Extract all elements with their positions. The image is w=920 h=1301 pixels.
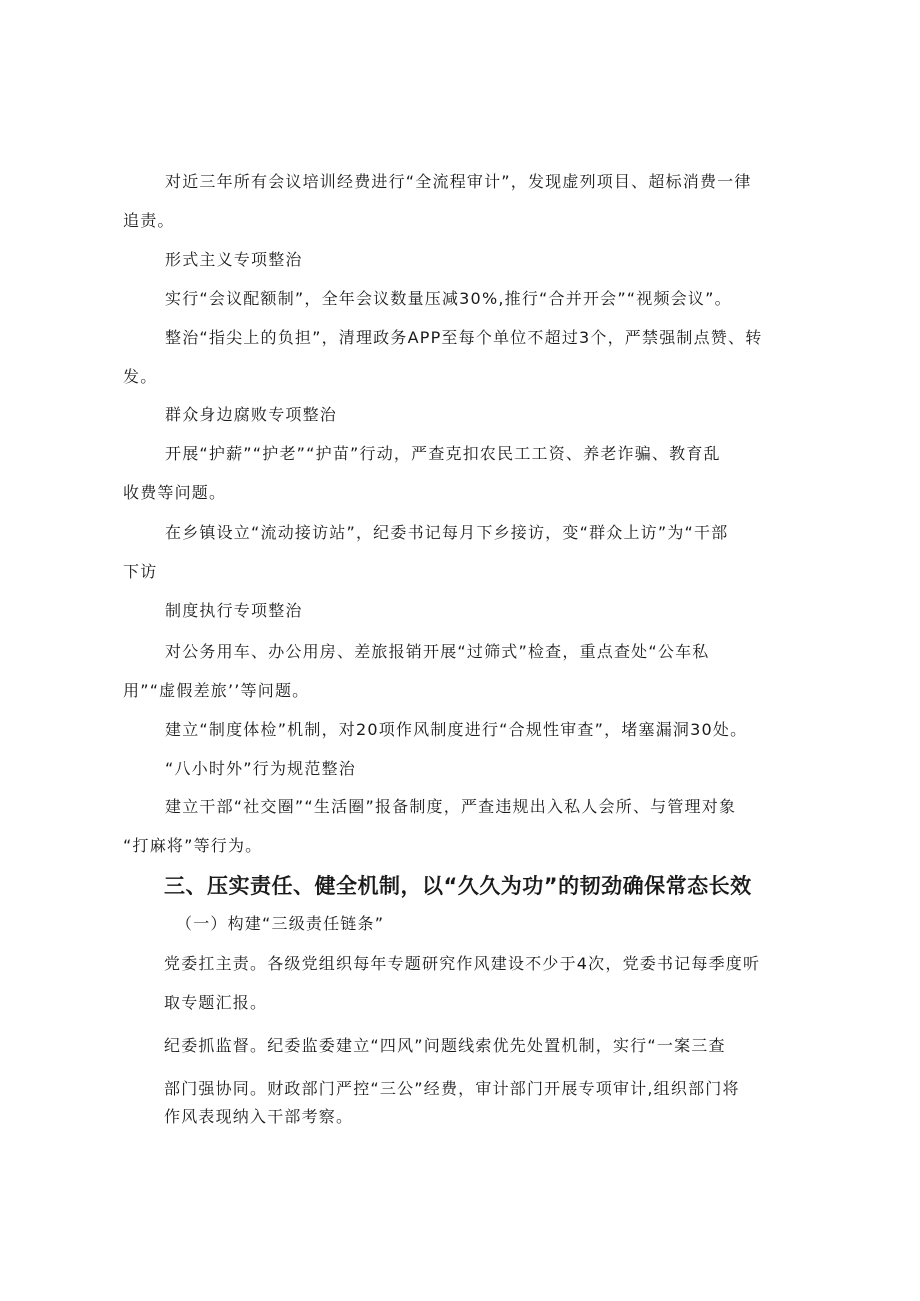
paragraph-line: 作风表现纳入干部考察。 [164, 1107, 354, 1126]
subsection-heading: （一）构建“三级责任链条” [176, 914, 385, 933]
item-title: 制度执行专项整治 [165, 601, 303, 620]
paragraph-line: 纪委抓监督。纪委监委建立“四风”问题线索优先处置机制，实行“一案三查 [164, 1036, 726, 1055]
paragraph-line: 发。 [123, 367, 158, 386]
paragraph-line: 党委扛主责。各级党组织每年专题研究作风建设不少于4次，党委书记每季度听 [164, 954, 761, 973]
paragraph-line: 建立“制度体检”机制，对20项作风制度进行“合规性审查”，堵塞漏洞30处。 [165, 720, 748, 739]
paragraph-line: 开展“护薪”“护老”“护苗”行动，严查克扣农民工工资、养老诈骗、教育乱 [165, 444, 721, 463]
item-title: 形式主义专项整治 [165, 250, 303, 269]
paragraph-line: 整治“指尖上的负担”，清理政务APP至每个单位不超过3个，严禁强制点赞、转 [165, 328, 763, 347]
paragraph-line: 对公务用车、办公用房、差旅报销开展“过筛式”检查，重点查处“公车私 [165, 642, 710, 661]
paragraph-line: 在乡镇设立“流动接访站”，纪委书记每月下乡接访，变“群众上访”为“干部 [165, 523, 729, 542]
paragraph-line: 对近三年所有会议培训经费进行“全流程审计”，发现虚列项目、超标消费一律 [165, 172, 752, 191]
section-heading: 三、压实责任、健全机制，以“久久为功”的韧劲确保常态长效 [164, 874, 752, 898]
paragraph-line: 部门强协同。财政部门严控“三公”经费，审计部门开展专项审计,组织部门将 [164, 1079, 740, 1098]
paragraph-line: 下访 [123, 562, 158, 581]
paragraph-line: 实行“会议配额制”，全年会议数量压减30%,推行“合并开会”“视频会议”。 [165, 289, 732, 308]
paragraph-line: 取专题汇报。 [164, 993, 268, 1012]
item-title: 群众身边腐败专项整治 [165, 405, 338, 424]
paragraph-line: “打麻将”等行为。 [123, 836, 263, 855]
paragraph-line: 追责。 [123, 211, 175, 230]
paragraph-line: 收费等问题。 [123, 483, 227, 502]
paragraph-line: 用”“虚假差旅’’等问题。 [123, 681, 310, 700]
item-title: “八小时外”行为规范整治 [165, 759, 356, 778]
paragraph-line: 建立干部“社交圈”“生活圈”报备制度，严查违规出入私人会所、与管理对象 [165, 797, 737, 816]
